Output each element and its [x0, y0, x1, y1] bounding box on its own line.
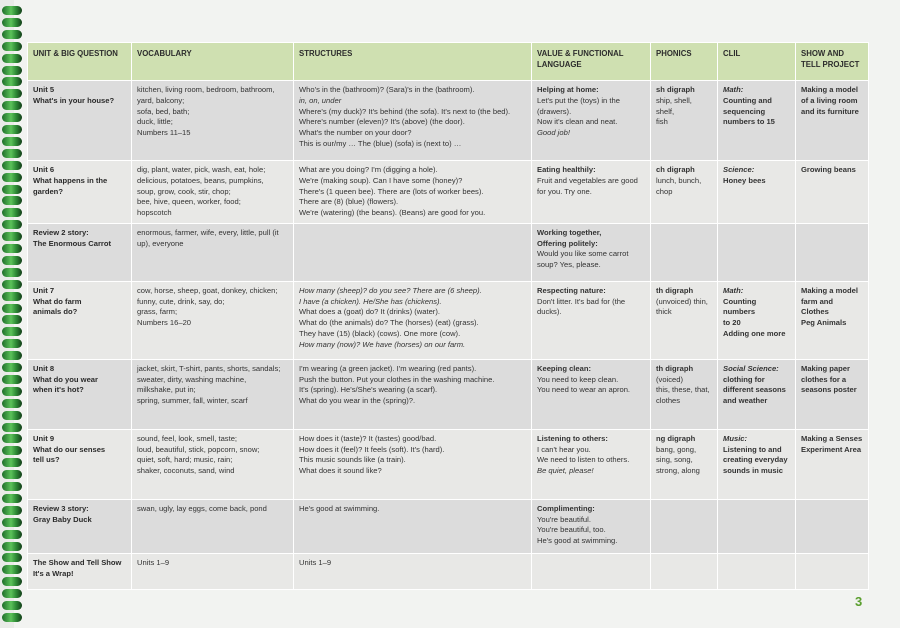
phonics-title: ch digraph: [656, 165, 695, 174]
page-number: 3: [855, 594, 863, 609]
clil-text: clothing for: [723, 374, 765, 384]
show-and-tell-text: seasons poster: [801, 385, 857, 395]
spiral-coil: [2, 518, 22, 527]
structure-text: This is our/my … The (blue) (sofa) is (next to) …: [299, 138, 462, 148]
value-text: You need to keep clean.: [537, 374, 619, 384]
unit-text: What do farm: [33, 296, 82, 306]
vocabulary-text: Numbers 11–15: [137, 128, 191, 138]
value-title: Respecting nature:: [537, 285, 606, 295]
vocabulary-cell: [132, 553, 294, 589]
clil-cell: [718, 553, 796, 589]
spiral-coil: [2, 30, 22, 39]
value-title: Complimenting:: [537, 503, 595, 513]
show-and-tell-text: Making a Senses: [801, 433, 863, 443]
spiral-coil: [2, 565, 22, 574]
value-text: I can't hear you.: [537, 444, 591, 454]
table-row: [28, 281, 869, 359]
table-row: [28, 553, 869, 589]
value-text: Good job!: [537, 128, 570, 138]
vocabulary-text: sweater, dirty, washing machine,: [137, 374, 247, 384]
spiral-coil: [2, 494, 22, 503]
unit-text: when it's hot?: [33, 385, 84, 395]
clil-text: Adding one more: [723, 329, 786, 339]
structures-cell: [294, 161, 532, 224]
clil-text: different seasons: [723, 385, 786, 395]
value-title: Working together,: [537, 227, 602, 237]
structure-text: They have (15) (black) (cows). One more (cow).: [299, 329, 461, 339]
spiral-coil: [2, 470, 22, 479]
spiral-coil: [2, 137, 22, 146]
spiral-coil: [2, 589, 22, 598]
clil-text: Honey bees: [723, 175, 766, 185]
spiral-coil: [2, 54, 22, 63]
table-row: [28, 359, 869, 429]
structure-text: We're (making soup). Can I have some (honey)?: [299, 175, 463, 185]
unit-text: Review 3 story:: [33, 503, 89, 513]
show-and-tell-text: and its furniture: [801, 106, 859, 116]
syllabus-table: [27, 42, 869, 590]
value-title: Offering politely:: [537, 238, 598, 248]
phonics-text: bang, gong,: [656, 444, 697, 454]
vocabulary-text: dig, plant, water, pick, wash, eat, hole;: [137, 165, 266, 174]
vocabulary-text: Units 1–9: [137, 557, 170, 567]
spiral-coil: [2, 434, 22, 443]
show-and-tell-cell: [796, 281, 869, 359]
spiral-coil: [2, 542, 22, 551]
value-text: We need to listen to others.: [537, 455, 630, 465]
structures-cell: [294, 359, 532, 429]
spiral-coil: [2, 601, 22, 610]
structure-text: I'm wearing (a green jacket). I'm wearing (red pants).: [299, 363, 477, 373]
value-cell: [532, 429, 651, 499]
vocabulary-text: funny, cute, drink, say, do;: [137, 296, 225, 306]
clil-text: Counting and: [723, 95, 772, 105]
vocabulary-text: cow, horse, sheep, goat, donkey, chicken;: [137, 285, 278, 295]
vocabulary-cell: [132, 161, 294, 224]
vocabulary-text: delicious, potatoes, beans, pumpkins,: [137, 175, 264, 185]
spiral-coil: [2, 506, 22, 515]
header-structures: STRUCTURES: [294, 43, 532, 81]
clil-title: Music:: [723, 433, 748, 443]
spiral-coil: [2, 423, 22, 432]
value-text: for you. Try one.: [537, 186, 592, 196]
structure-text: It's (spring). He's/She's wearing (a scarf).: [299, 385, 438, 395]
vocabulary-text: bee, hive, queen, worker, food;: [137, 197, 241, 207]
value-text: (drawers).: [537, 106, 572, 116]
spiral-coil: [2, 553, 22, 562]
structure-text: There's (1 queen bee). There are (lots of worker bees).: [299, 186, 484, 196]
vocabulary-text: yard, balcony;: [137, 95, 185, 105]
structures-cell: [294, 223, 532, 281]
structures-cell: [294, 499, 532, 553]
structure-text: How does it (feel)? It feels (soft). It's (hard).: [299, 444, 445, 454]
table-row: [28, 223, 869, 281]
value-text: soup? Yes, please.: [537, 260, 601, 270]
phonics-cell: [651, 223, 718, 281]
spiral-coil: [2, 458, 22, 467]
clil-text: to 20: [723, 318, 741, 328]
spiral-coil: [2, 482, 22, 491]
spiral-coil: [2, 89, 22, 98]
phonics-text: ship, shell, shelf,: [656, 95, 692, 116]
show-and-tell-cell: [796, 359, 869, 429]
value-text: ducks).: [537, 307, 562, 317]
vocabulary-text: soup, grow, cook, stir, chop;: [137, 186, 231, 196]
spiral-coil: [2, 244, 22, 253]
spiral-coil: [2, 125, 22, 134]
structure-text: Where's number (eleven)? It's (above) (the door).: [299, 117, 465, 127]
spiral-coil: [2, 304, 22, 313]
header-phonics: PHONICS: [651, 43, 718, 81]
phonics-text: this, these, that,: [656, 385, 710, 395]
value-text: Be quiet, please!: [537, 466, 594, 476]
vocabulary-text: sound, feel, look, smell, taste;: [137, 433, 238, 443]
unit-cell: [28, 223, 132, 281]
value-cell: [532, 223, 651, 281]
value-title: Listening to others:: [537, 433, 608, 443]
table-row: [28, 429, 869, 499]
spiral-binding: [0, 0, 26, 628]
clil-title: Social Science:: [723, 363, 779, 373]
show-and-tell-text: Peg Animals: [801, 318, 847, 328]
phonics-cell: [651, 553, 718, 589]
spiral-coil: [2, 530, 22, 539]
header-vocabulary: VOCABULARY: [132, 43, 294, 81]
show-and-tell-text: of a living room: [801, 95, 858, 105]
show-and-tell-cell: [796, 499, 869, 553]
clil-title: Math:: [723, 285, 744, 295]
table-row: [28, 81, 869, 161]
unit-text: What's in your house?: [33, 95, 115, 105]
spiral-coil: [2, 363, 22, 372]
header-show-and-tell: SHOW AND TELL PROJECT: [796, 43, 869, 81]
phonics-cell: [651, 359, 718, 429]
show-and-tell-cell: [796, 161, 869, 224]
value-text: Would you like some carrot: [537, 249, 629, 259]
vocabulary-text: hopscotch: [137, 208, 172, 218]
value-text: Let's put the (toys) in the: [537, 95, 620, 105]
show-and-tell-cell: [796, 553, 869, 589]
vocabulary-text: loud, beautiful, stick, popcorn, snow;: [137, 444, 260, 454]
spiral-coil: [2, 101, 22, 110]
unit-text: What happens in the: [33, 175, 108, 185]
spiral-coil: [2, 315, 22, 324]
structure-text: What does it sound like?: [299, 466, 382, 476]
structure-text: There are (8) (blue) (flowers).: [299, 197, 399, 207]
clil-title: Science:: [723, 165, 755, 174]
spiral-coil: [2, 387, 22, 396]
unit-cell: [28, 281, 132, 359]
vocabulary-text: spring, summer, fall, winter, scarf: [137, 396, 248, 406]
vocabulary-text: milkshake, put in;: [137, 385, 196, 395]
show-and-tell-cell: [796, 429, 869, 499]
structure-text: How many (now)? We have (horses) on our farm.: [299, 339, 466, 349]
unit-text: garden?: [33, 186, 63, 196]
spiral-coil: [2, 411, 22, 420]
value-text: Fruit and vegetables are good: [537, 175, 638, 185]
vocabulary-text: swan, ugly, lay eggs, come back, pond: [137, 503, 267, 513]
vocabulary-cell: [132, 223, 294, 281]
unit-text: Gray Baby Duck: [33, 514, 92, 524]
phonics-title: sh digraph: [656, 85, 695, 94]
show-and-tell-text: Making a model: [801, 285, 858, 295]
spiral-coil: [2, 220, 22, 229]
phonics-text: (unvoiced) thin,: [656, 296, 708, 306]
value-cell: [532, 553, 651, 589]
phonics-text: (voiced): [656, 374, 684, 384]
spiral-coil: [2, 149, 22, 158]
value-text: Don't litter. It's bad for (the: [537, 296, 626, 306]
structure-text: What do (the animals) do? The (horses) (eat) (grass).: [299, 318, 479, 328]
structure-text: He's good at swimming.: [299, 503, 380, 513]
unit-text: The Enormous Carrot: [33, 238, 112, 248]
phonics-cell: [651, 429, 718, 499]
spiral-coil: [2, 196, 22, 205]
phonics-text: strong, along: [656, 466, 700, 476]
structures-cell: [294, 81, 532, 161]
phonics-cell: [651, 161, 718, 224]
vocabulary-text: sofa, bed, bath;: [137, 106, 190, 116]
structures-cell: [294, 429, 532, 499]
clil-text: creating everyday: [723, 455, 788, 465]
spiral-coil: [2, 339, 22, 348]
phonics-text: chop: [656, 186, 673, 196]
structure-text: What are you doing? I'm (digging a hole).: [299, 165, 438, 174]
clil-title: Math:: [723, 85, 744, 94]
value-cell: [532, 359, 651, 429]
phonics-text: lunch, bunch,: [656, 175, 702, 185]
spiral-coil: [2, 577, 22, 586]
clil-cell: [718, 281, 796, 359]
vocabulary-cell: [132, 359, 294, 429]
spiral-coil: [2, 77, 22, 86]
structure-text: What's the number on your door?: [299, 128, 412, 138]
value-text: You're beautiful.: [537, 514, 591, 524]
spiral-coil: [2, 113, 22, 122]
value-title: Eating healthily:: [537, 165, 596, 174]
spiral-coil: [2, 161, 22, 170]
vocabulary-text: up), everyone: [137, 238, 184, 248]
vocabulary-text: Numbers 16–20: [137, 318, 192, 328]
clil-text: numbers to 15: [723, 117, 775, 127]
spiral-coil: [2, 18, 22, 27]
spiral-coil: [2, 232, 22, 241]
structures-cell: [294, 553, 532, 589]
structure-text: I have (a chicken). He/She has (chickens).: [299, 296, 442, 306]
show-and-tell-cell: [796, 81, 869, 161]
show-and-tell-text: farm and Clothes: [801, 296, 834, 317]
spiral-coil: [2, 268, 22, 277]
unit-text: Unit 5: [33, 85, 55, 94]
show-and-tell-text: Making paper: [801, 363, 850, 373]
unit-cell: [28, 553, 132, 589]
spiral-coil: [2, 173, 22, 182]
header-value: VALUE & FUNCTIONAL LANGUAGE: [532, 43, 651, 81]
phonics-text: fish: [656, 117, 668, 127]
phonics-title: ng digraph: [656, 433, 696, 443]
vocabulary-cell: [132, 81, 294, 161]
show-and-tell-text: Experiment Area: [801, 444, 862, 454]
table-row: [28, 161, 869, 224]
vocabulary-text: grass, farm;: [137, 307, 178, 317]
spiral-coil: [2, 327, 22, 336]
value-text: You're beautiful, too.: [537, 525, 606, 535]
value-title: Keeping clean:: [537, 363, 592, 373]
show-and-tell-text: Growing beans: [801, 165, 856, 174]
unit-cell: [28, 499, 132, 553]
spiral-coil: [2, 292, 22, 301]
phonics-text: clothes: [656, 396, 681, 406]
structures-cell: [294, 281, 532, 359]
unit-text: tell us?: [33, 455, 60, 465]
spiral-coil: [2, 185, 22, 194]
value-cell: [532, 161, 651, 224]
unit-cell: [28, 81, 132, 161]
clil-text: sounds in music: [723, 466, 783, 476]
clil-text: and weather: [723, 396, 768, 406]
spiral-coil: [2, 613, 22, 622]
vocabulary-cell: [132, 499, 294, 553]
unit-text: Unit 9: [33, 433, 55, 443]
value-cell: [532, 499, 651, 553]
vocabulary-text: quiet, soft, hard; music, rain;: [137, 455, 233, 465]
structure-text: How many (sheep)? do you see? There are (6 sheep).: [299, 285, 482, 295]
header-unit: UNIT & BIG QUESTION: [28, 43, 132, 81]
header-clil: CLIL: [718, 43, 796, 81]
phonics-text: sing, song,: [656, 455, 693, 465]
phonics-cell: [651, 81, 718, 161]
spiral-coil: [2, 351, 22, 360]
unit-text: What do our senses: [33, 444, 106, 454]
clil-cell: [718, 359, 796, 429]
clil-cell: [718, 499, 796, 553]
spiral-coil: [2, 66, 22, 75]
spiral-coil: [2, 208, 22, 217]
phonics-title: th digraph: [656, 285, 694, 295]
clil-cell: [718, 223, 796, 281]
clil-text: Listening to and: [723, 444, 782, 454]
spiral-coil: [2, 446, 22, 455]
unit-text: Unit 8: [33, 363, 55, 373]
vocabulary-text: duck, little;: [137, 117, 173, 127]
header-row: [28, 43, 869, 81]
value-cell: [532, 281, 651, 359]
clil-cell: [718, 429, 796, 499]
show-and-tell-text: Making a model: [801, 85, 858, 94]
phonics-cell: [651, 499, 718, 553]
vocabulary-text: kitchen, living room, bedroom, bathroom,: [137, 85, 275, 94]
vocabulary-cell: [132, 429, 294, 499]
vocabulary-text: enormous, farmer, wife, every, little, pull (it: [137, 227, 279, 237]
structure-text: Who's in the (bathroom)? (Sara)'s in the (bathroom).: [299, 85, 475, 94]
spiral-coil: [2, 399, 22, 408]
unit-cell: [28, 359, 132, 429]
structure-text: in, on, under: [299, 95, 342, 105]
spiral-coil: [2, 375, 22, 384]
structure-text: What do you wear in the (spring)?.: [299, 396, 416, 406]
phonics-title: th digraph: [656, 363, 694, 373]
unit-cell: [28, 161, 132, 224]
structure-text: Push the button. Put your clothes in the washing machine.: [299, 374, 495, 384]
clil-cell: [718, 81, 796, 161]
structure-text: This music sounds like (a train).: [299, 455, 406, 465]
value-text: Now it's clean and neat.: [537, 117, 618, 127]
vocabulary-text: shaker, coconuts, sand, wind: [137, 466, 235, 476]
structure-text: How does it (taste)? It (tastes) good/bad.: [299, 433, 437, 443]
unit-text: What do you wear: [33, 374, 98, 384]
value-text: He's good at swimming.: [537, 536, 618, 546]
show-and-tell-text: clothes for a: [801, 374, 847, 384]
unit-text: animals do?: [33, 307, 78, 317]
unit-text: Unit 6: [33, 165, 55, 174]
vocabulary-text: jacket, skirt, T-shirt, pants, shorts, sandals;: [137, 363, 281, 373]
phonics-text: thick: [656, 307, 672, 317]
spiral-coil: [2, 280, 22, 289]
spiral-coil: [2, 256, 22, 265]
value-cell: [532, 81, 651, 161]
clil-cell: [718, 161, 796, 224]
vocabulary-cell: [132, 281, 294, 359]
structure-text: What does a (goat) do? It (drinks) (water).: [299, 307, 440, 317]
table-row: [28, 499, 869, 553]
structure-text: Units 1–9: [299, 557, 332, 567]
spiral-coil: [2, 6, 22, 15]
unit-text: It's a Wrap!: [33, 568, 74, 578]
show-and-tell-cell: [796, 223, 869, 281]
unit-text: Unit 7: [33, 285, 55, 295]
spiral-coil: [2, 42, 22, 51]
value-text: You need to wear an apron.: [537, 385, 631, 395]
unit-text: The Show and Tell Show: [33, 557, 122, 567]
clil-text: sequencing: [723, 106, 766, 116]
phonics-cell: [651, 281, 718, 359]
unit-cell: [28, 429, 132, 499]
unit-text: Review 2 story:: [33, 227, 89, 237]
clil-text: Counting numbers: [723, 296, 757, 317]
value-title: Helping at home:: [537, 85, 599, 94]
structure-text: We're (watering) (the beans). (Beans) are good for you.: [299, 208, 486, 218]
structure-text: Where's (my duck)? It's behind (the sofa). It's next to (the bed).: [299, 106, 511, 116]
